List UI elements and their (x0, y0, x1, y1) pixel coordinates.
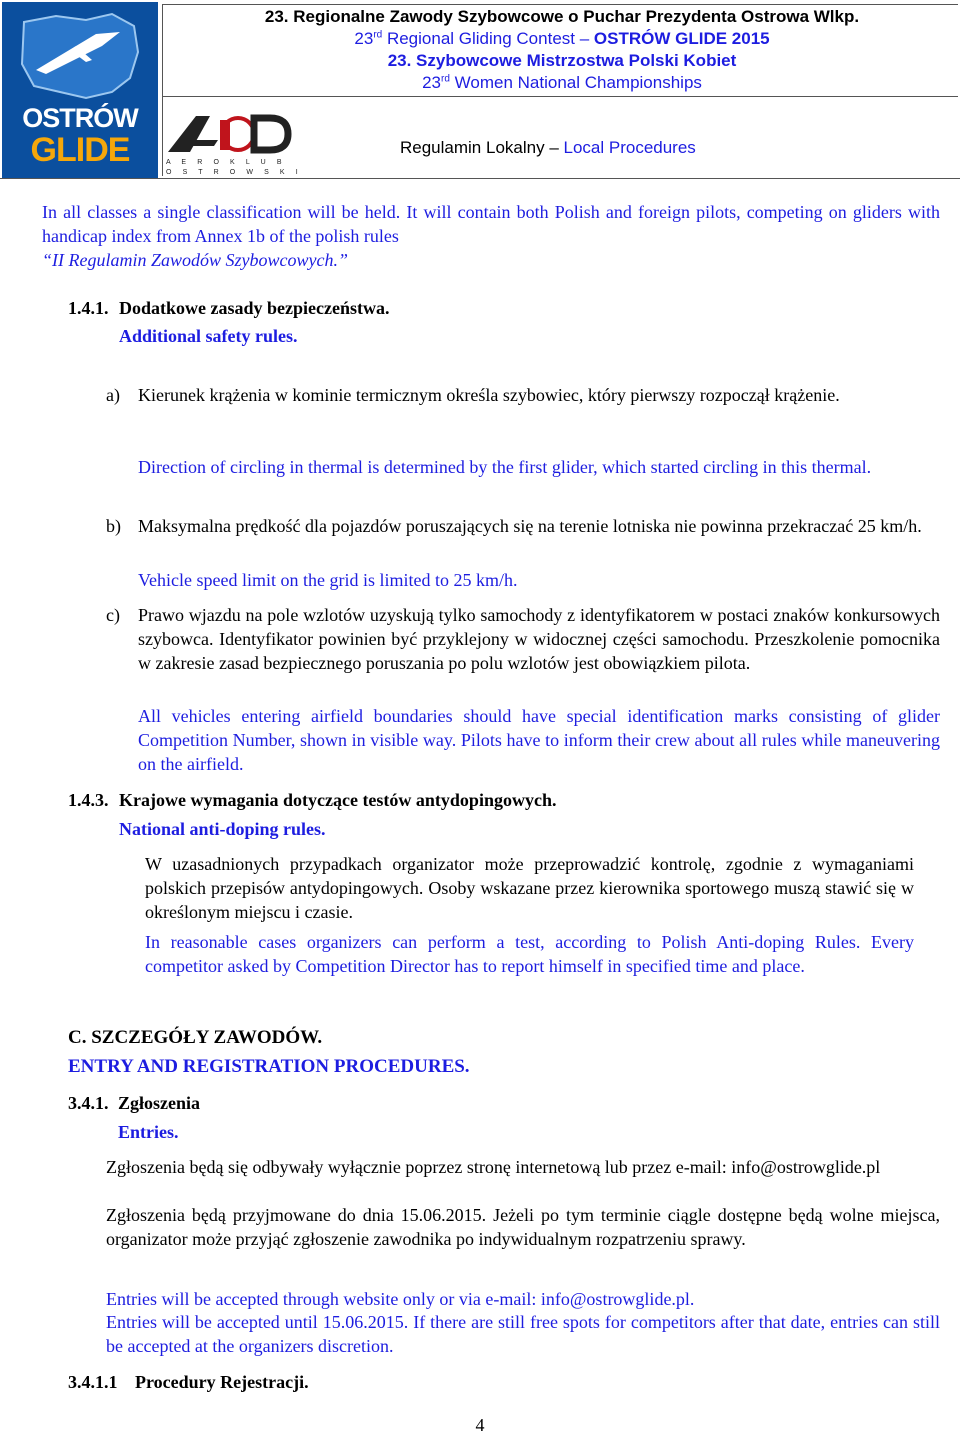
svg-text:O S T R O W S K I: O S T R O W S K I (166, 169, 303, 176)
section-c-title-en: ENTRY AND REGISTRATION PROCEDURES. (68, 1056, 470, 1077)
header-line-2: 23rd Regional Gliding Contest – OSTRÓW GLIDE 2015 (354, 29, 770, 48)
page-number: 4 (475, 1415, 485, 1435)
page-header (0, 0, 960, 180)
logo-top-text: OSTRÓW (22, 103, 138, 133)
header-procedures: Regulamin Lokalny – Local Procedures (400, 138, 696, 157)
svg-text:A E R O K L U B: A E R O K L U B (166, 159, 287, 166)
entries-pl-2: Zgłoszenia będą przyjmowane do dnia 15.06.2015. Jeżeli po tym terminie ciągle dostępne będą wolne miejsca, organizator może przyjąć zgłoszenie zawodnika po indywidualnym rozpatrzeniu sprawy. (106, 1205, 940, 1249)
intro-rules-ref: “II Regulamin Zawodów Szybowcowych.” (42, 250, 348, 270)
section-3-4-1-title-en: Entries. (118, 1122, 179, 1142)
header-line-4: 23rd Women National Championships (422, 73, 702, 92)
intro-paragraph: In all classes a single classification will be held. It will contain both Polish and foreign pilots, competing on gliders with handicap index from Annex 1b of the polish rules (42, 202, 940, 246)
entries-en-1: Entries will be accepted through website only or via e-mail: info@ostrowglide.pl. (106, 1289, 695, 1309)
header-bottom-rule (0, 178, 960, 179)
entries-pl-1: Zgłoszenia będą się odbywały wyłącznie poprzez stronę internetową lub przez e-mail: info@ostrowglide.pl (106, 1157, 881, 1177)
header-top-rule (162, 4, 958, 5)
item-b-en: Vehicle speed limit on the grid is limited to 25 km/h. (138, 570, 518, 590)
section-3-4-1-1-number: 3.4.1.1 (68, 1372, 118, 1392)
section-1-4-3-number: 1.4.3. (68, 790, 109, 810)
header-titles (164, 6, 960, 94)
section-3-4-1-number: 3.4.1. (68, 1093, 109, 1113)
section-1-4-1-title-en: Additional safety rules. (119, 326, 298, 346)
header-line-3: 23. Szybowcowe Mistrzostwa Polski Kobiet (387, 51, 737, 70)
header-line-1: 23. Regionalne Zawody Szybowcowe o Puchar Prezydenta Ostrowa Wlkp. (264, 7, 860, 26)
entries-en-2: Entries will be accepted until 15.06.2015. If there are still free spots for competitors after that date, entries can still be accepted at the organizers discretion. (106, 1312, 940, 1356)
item-a-en: Direction of circling in thermal is determined by the first glider, which started circling in this thermal. (138, 457, 872, 477)
item-b-pl: Maksymalna prędkość dla pojazdów poruszających się na terenie lotniska nie powinna przekraczać 25 km/h. (138, 516, 922, 536)
section-3-4-1-1-title: Procedury Rejestracji. (135, 1372, 309, 1392)
section-1-4-1-title: Dodatkowe zasady bezpieczeństwa. (119, 298, 390, 318)
item-a-pl: Kierunek krążenia w kominie termicznym określa szybowiec, który pierwszy rozpoczął krążenie. (138, 385, 840, 405)
item-a-label: a) (106, 385, 120, 405)
item-b-label: b) (106, 516, 121, 536)
section-1-4-1-number: 1.4.1. (68, 298, 109, 318)
item-c-en: All vehicles entering airfield boundaries should have special identification marks consisting of glider Competition Number, shown in visible way. Pilots have to inform their crew about all rules while maneuvering on the airfield. (138, 706, 940, 774)
section-3-4-1-title: Zgłoszenia (118, 1093, 201, 1113)
logo-bottom-text: GLIDE (30, 131, 130, 169)
section-c-title: C. SZCZEGÓŁY ZAWODÓW. (68, 1027, 323, 1048)
aeroklub-logo (162, 96, 392, 178)
item-c-pl: Prawo wjazdu na pole wzlotów uzyskują tylko samochody z identyfikatorem w postaci znaków konkursowych szybowca. Identyfikator powinien być przyklejony w widocznej części samochodu. Przeszkolenie pomocnika w zakresie zasad bezpiecznego poruszania po polu wzlotów jest obowiązkiem pilota. (138, 605, 940, 673)
section-1-4-3-title: Krajowe wymagania dotyczące testów antydopingowych. (119, 790, 557, 810)
antidoping-pl: W uzasadnionych przypadkach organizator może przeprowadzić kontrolę, zgodnie z wymaganiami polskich przepisów antydopingowych. Osoby wskazane przez kierownika sportowego muszą stawić się w określonym miejscu i czasie. (145, 854, 914, 922)
antidoping-en: In reasonable cases organizers can perform a test, according to Polish Anti-doping Rules. Every competitor asked by Competition Director has to report himself in specified time and place. (145, 932, 914, 976)
glider-map-icon (16, 12, 144, 102)
section-1-4-3-title-en: National anti-doping rules. (119, 819, 326, 839)
ostrow-glide-logo (2, 2, 158, 178)
item-c-label: c) (106, 605, 120, 625)
